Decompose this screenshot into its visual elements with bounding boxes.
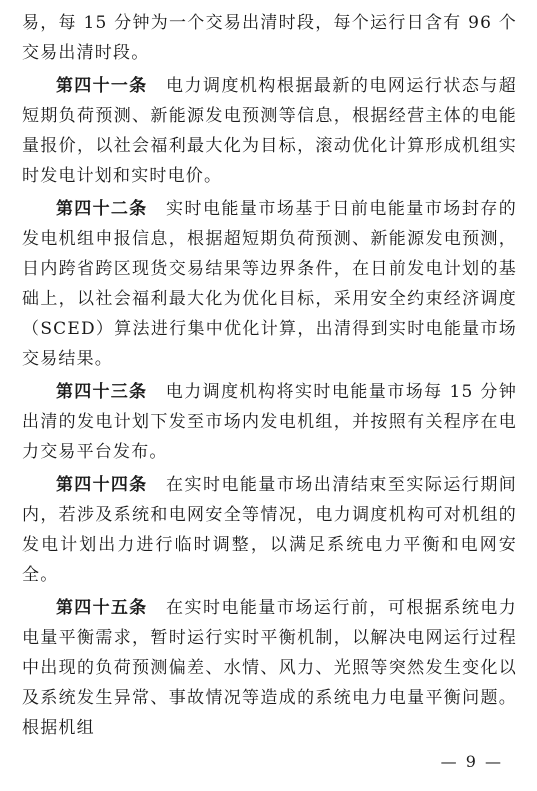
article-45 xyxy=(22,593,517,743)
article-44 xyxy=(22,470,517,590)
article-text: 实时电能量市场基于日前电能量市场封存的发电机组申报信息，根据超短期负荷预测、新能源发电预测，日内跨省跨区现货交易结果等边界条件，在日前发电计划的基础上，以社会福利最大化为优化目标，采用安全约束经济调度（SCED）算法进行集中优化计算，出清得到实时电能量市场交易结果。 xyxy=(22,199,518,369)
article-text: 在实时电能量市场运行前，可根据系统电力电量平衡需求，暂时运行实时平衡机制，以解决电网运行过程中出现的负荷预测偏差、水情、风力、光照等突然发生变化以及系统发生异常、事故情况等造成的系统电力电量平衡问题。根据机组 xyxy=(22,598,518,738)
article-heading: 第四十二条 xyxy=(56,199,148,219)
article-41 xyxy=(22,71,517,191)
article-text: 电力调度机构将实时电能量市场每 15 分钟出清的发电计划下发至市场内发电机组，并按照有关程序在电力交易平台发布。 xyxy=(22,382,518,462)
page-number: — 9 — xyxy=(440,752,503,771)
article-heading: 第四十四条 xyxy=(56,475,148,495)
article-heading: 第四十三条 xyxy=(56,382,148,402)
article-42 xyxy=(22,194,517,374)
article-text: 电力调度机构根据最新的电网运行状态与超短期负荷预测、新能源发电预测等信息，根据经营主体的电能量报价，以社会福利最大化为目标，滚动优化计算形成机组实时发电计划和实时电价。 xyxy=(22,76,518,186)
article-heading: 第四十五条 xyxy=(56,598,148,618)
article-heading: 第四十一条 xyxy=(56,76,148,96)
intro-paragraph: 易，每 15 分钟为一个交易出清时段，每个运行日含有 96 个交易出清时段。 xyxy=(22,13,517,63)
article-43 xyxy=(22,377,517,467)
article-text: 在实时电能量市场出清结束至实际运行期间内，若涉及系统和电网安全等情况，电力调度机构可对机组的发电计划出力进行临时调整，以满足系统电力平衡和电网安全。 xyxy=(22,475,518,585)
